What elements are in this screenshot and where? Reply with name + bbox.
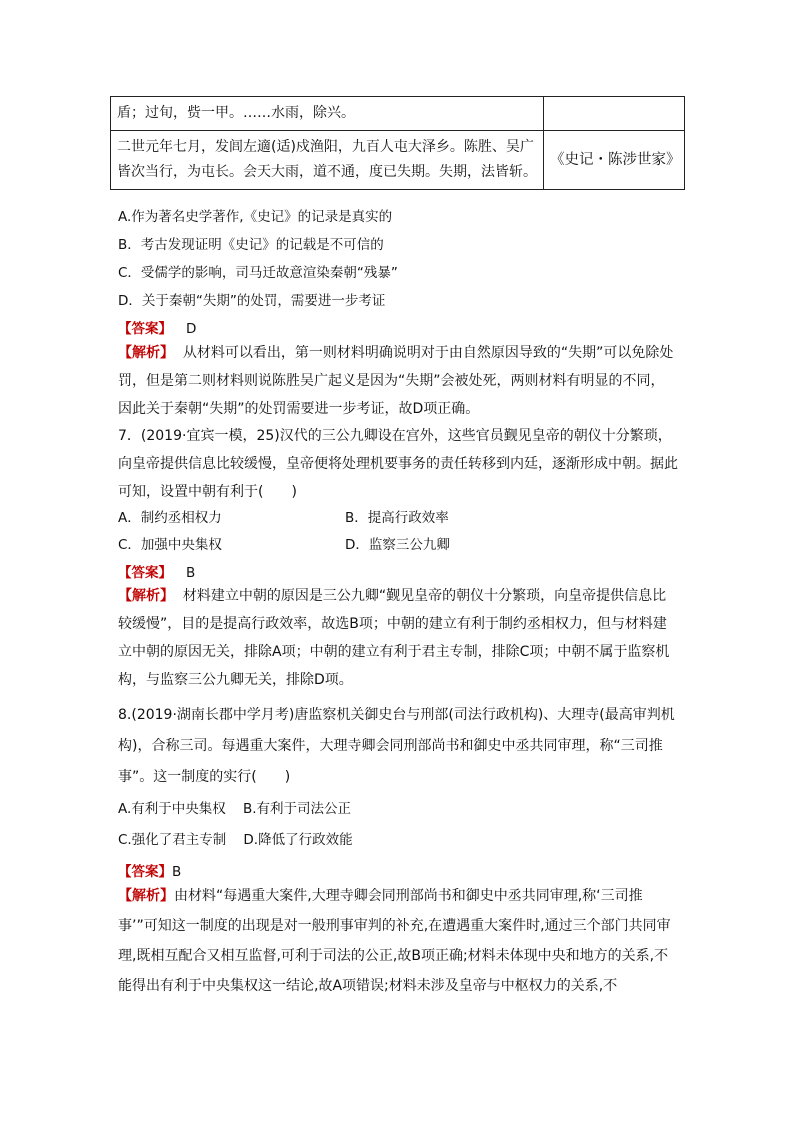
analysis-text: 由材料“每遇重大案件,大理寺卿会同刑部尚书和御史中丞共同审理,称‘三司推事’”可知这一制度的出现是对一般刑事审判的补充,在遭遇重大案件时,通过三个部门共同审理,既相互配合又相互监督,可利于司法的公正,故B项正确;材料未体现中央和地方的关系,不能得出有利于中央集权这一结论,故A项错误;材料未涉及皇帝与中枢权力的关系,不 bbox=[118, 888, 671, 994]
q6-option-c: C．受儒学的影响，司马迁故意渲染秦朝“残暴” bbox=[118, 265, 398, 281]
q8-option-a: A.有利于中央集权 bbox=[118, 801, 226, 817]
q7-stem: 7．(2019·宜宾一模，25)汉代的三公九卿设在宫外，这些官员觐见皇帝的朝仪十分繁琐，向皇帝提供信息比较缓慢，皇帝便将处理机要事务的责任转移到内廷，逐渐形成中朝。据此可知，设置中朝有利于( ) bbox=[118, 428, 678, 500]
analysis-text: 材料建立中朝的原因是三公九卿“觐见皇帝的朝仪十分繁琐，向皇帝提供信息比较缓慢”，目的是提高行政效率，故选B项；中朝的建立有利于制约丞相权力，但与材料建立中朝的原因无关，排除A项；中朝的建立有利于君主专制，排除C项；中朝不属于监察机构，与监察三公九卿无关，排除D项。 bbox=[118, 588, 670, 688]
q8-answer-line bbox=[118, 860, 181, 880]
source-table bbox=[110, 96, 685, 190]
q6-option-d: D．关于秦朝“失期”的处罚，需要进一步考证 bbox=[118, 293, 386, 309]
q7-option-c: C．加强中央集权 bbox=[118, 537, 222, 553]
q7-option-a: A．制约丞相权力 bbox=[118, 510, 222, 526]
q8-stem: 8.(2019·湖南长郡中学月考)唐监察机关御史台与刑部(司法行政机构)、大理寺(最高审判机构)，合称三司。每遇重大案件，大理寺卿会同刑部尚书和御史中丞共同审理，称“三司推事”。这一制度的实行( ) bbox=[118, 707, 675, 785]
q7-answer-line bbox=[118, 561, 195, 581]
q8-option-b: B.有利于司法公正 bbox=[242, 801, 352, 817]
answer-value: D bbox=[186, 321, 197, 337]
table-cell-text: 二世元年七月，发闾左適(适)戍渔阳，九百人屯大泽乡。陈胜、吴广皆次当行，为屯长。会天大雨，道不通，度已失期。失期，法皆斩。 bbox=[111, 131, 544, 190]
analysis-tag: 【解析】 bbox=[118, 588, 174, 604]
q8-analysis bbox=[118, 881, 678, 1001]
q7-option-d: D．监察三公九卿 bbox=[345, 537, 450, 553]
answer-tag: 【答案】 bbox=[118, 321, 172, 337]
analysis-tag: 【解析】 bbox=[118, 888, 174, 904]
table-cell-text: 盾；过旬，赀一甲。……水雨，除兴。 bbox=[111, 97, 544, 131]
q6-option-a: A.作为著名史学著作,《史记》的记录是真实的 bbox=[118, 209, 393, 225]
q8-option-row2 bbox=[118, 828, 353, 848]
table-row bbox=[111, 131, 685, 190]
q8-option-d: D.降低了行政效能 bbox=[243, 832, 353, 848]
q8-option-row1 bbox=[118, 797, 351, 817]
q6-analysis bbox=[118, 339, 678, 423]
analysis-tag: 【解析】 bbox=[118, 345, 174, 361]
answer-value: B bbox=[172, 864, 182, 880]
table-cell-cite: 《史记・陈涉世家》 bbox=[544, 131, 685, 190]
q6-option-b: B．考古发现证明《史记》的记载是不可信的 bbox=[118, 237, 384, 253]
analysis-text: 从材料可以看出，第一则材料明确说明对于由自然原因导致的“失期”可以免除处罚，但是第二则材料则说陈胜吴广起义是因为“失期”会被处死，两则材料有明显的不同，因此关于秦朝“失期”的处罚需要进一步考证，故D项正确。 bbox=[118, 345, 674, 417]
q7-option-b: B．提高行政效率 bbox=[345, 510, 449, 526]
answer-tag: 【答案】 bbox=[118, 864, 172, 880]
answer-value: B bbox=[186, 565, 196, 581]
table-row bbox=[111, 97, 685, 131]
q6-answer-line bbox=[118, 317, 196, 337]
table-cell-cite bbox=[544, 97, 685, 131]
q8-option-c: C.强化了君主专制 bbox=[118, 832, 227, 848]
q7-analysis bbox=[118, 582, 678, 694]
answer-tag: 【答案】 bbox=[118, 565, 172, 581]
